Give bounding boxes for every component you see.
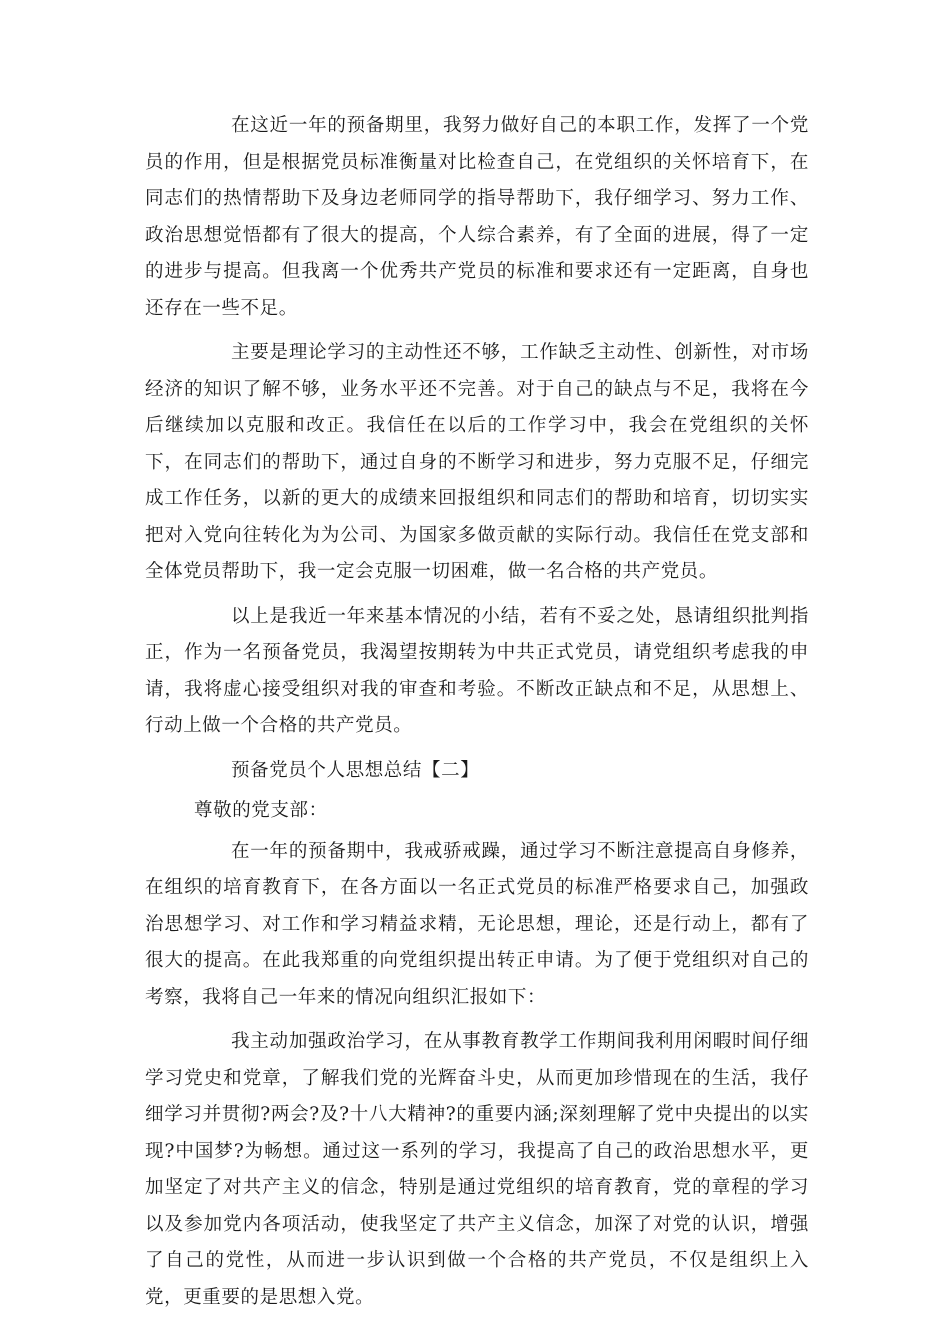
body-paragraph: 在这近一年的预备期里，我努力做好自己的本职工作，发挥了一个党员的作用，但是根据党员标准衡量对比检查自己，在党组织的关怀培育下，在同志们的热情帮助下及身边老师同学的指导帮助下，我仔细学习、努力工作、政治思想觉悟都有了很大的提高，个人综合素养，有了全面的进展，得了一定的进步与提高。但我离一个优秀共产党员的标准和要求还有一定距离，自身也还存在一些不足。 bbox=[145, 115, 809, 319]
body-paragraph: 以上是我近一年来基本情况的小结，若有不妥之处，恳请组织批判指正，作为一名预备党员，我渴望按期转为中共正式党员，请党组织考虑我的申请，我将虚心接受组织对我的审查和考验。不断改正缺点和不足，从思想上、行动上做一个合格的共产党员。 bbox=[145, 605, 809, 736]
document-body bbox=[145, 108, 809, 1324]
section-title: 预备党员个人思想总结【二】 bbox=[231, 759, 480, 781]
body-paragraph: 主要是理论学习的主动性还不够，工作缺乏主动性、创新性，对市场经济的知识了解不够，业务水平还不完善。对于自己的缺点与不足，我将在今后继续加以克服和改正。我信任在以后的工作学习中，我会在党组织的关怀下，在同志们的帮助下，通过自身的不断学习和进步，努力克服不足，仔细完成工作任务，以新的更大的成绩来回报组织和同志们的帮助和培育，切切实实把对入党向往转化为为公司、为国家多做贡献的实际行动。我信任在党支部和全体党员帮助下，我一定会克服一切困难，做一名合格的共产党员。 bbox=[145, 342, 809, 582]
body-paragraph: 我主动加强政治学习，在从事教育教学工作期间我利用闲暇时间仔细学习党史和党章，了解我们党的光辉奋斗史，从而更加珍惜现在的生活，我仔细学习并贯彻?两会?及?十八大精神?的重要内涵;深刻理解了党中央提出的以实现?中国梦?为畅想。通过这一系列的学习，我提高了自己的政治思想水平，更加坚定了对共产主义的信念，特别是通过党组织的培育教育，党的章程的学习以及参加党内各项活动，使我坚定了共产主义信念，加深了对党的认识，增强了自己的党性，从而进一步认识到做一个合格的共产党员，不仅是组织上入党，更重要的是思想入党。 bbox=[145, 1031, 809, 1308]
body-paragraph: 在一年的预备期中，我戒骄戒躁，通过学习不断注意提高自身修养，在组织的培育教育下，在各方面以一名正式党员的标准严格要求自己，加强政治思想学习、对工作和学习精益求精，无论思想，理论，还是行动上，都有了很大的提高。在此我郑重的向党组织提出转正申请。为了便于党组织对自己的考察，我将自己一年来的情况向组织汇报如下： bbox=[145, 840, 809, 1008]
salutation: 尊敬的党支部： bbox=[194, 800, 328, 821]
